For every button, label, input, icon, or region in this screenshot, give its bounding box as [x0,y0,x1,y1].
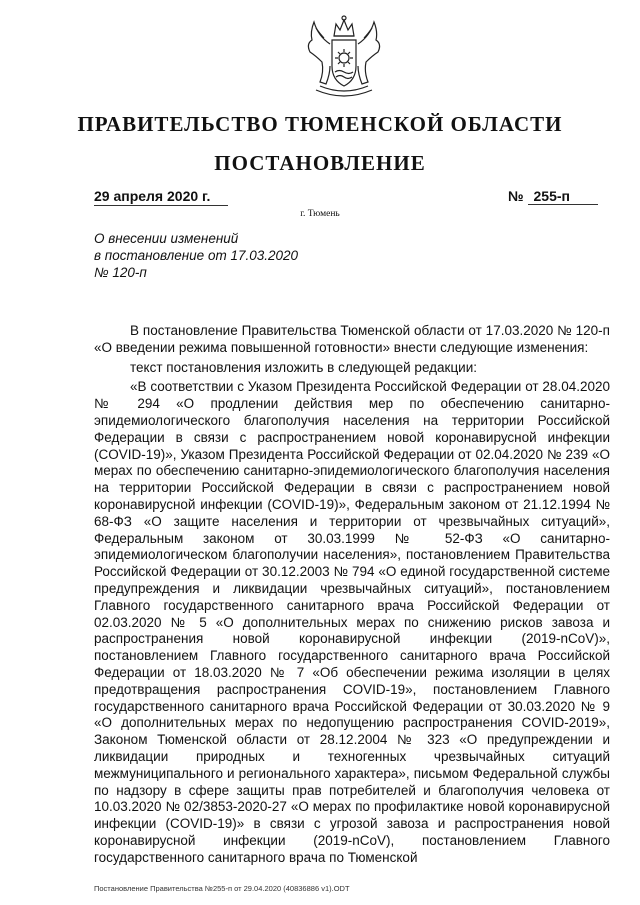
number-value: 255-п [528,188,598,205]
body-paragraph: «В соответствии с Указом Президента Российской Федерации от 28.04.2020 № 294 «О продлении действия мер по обеспечению санитарно-эпидемиологического благополучия населения на территории Российской Федерации в связи с распространением новой коронавирусной инфекции (COVID-19)», Указом Президента Российской Федерации от 02.04.2020 № 239 «О мерах по обеспечению санитарно-эпидемиологического благополучия населения на территории Российской Федерации в связи с распространением новой коронавирусной инфекции (COVID-19)», Федеральным законом от 21.12.1994 № 68-ФЗ «О защите населения и территории от чрезвычайных ситуаций», Федеральным законом от 30.03.1999 № 52-ФЗ «О санитарно-эпидемиологическом благополучии населения», постановлением Правительства Российской Федерации от 30.12.2003 № 794 «О единой государственной системе предупреждения и ликвидации чрезвычайных ситуаций», постановлением Главного государственного санитарного врача Российской Федерации от 02.03.2020 № 5 «О дополнительных мерах по снижению рисков завоза и распространения новой коронавирусной инфекции (2019-nCoV)», постановлением Главного государственного санитарного врача Российской Федерации от 18.03.2020 № 7 «Об обеспечении режима изоляции в целях предотвращения распространения COVID-19», постановлением Главного государственного санитарного врача Российской Федерации от 30.03.2020 № 9 «О дополнительных мерах по недопущению распространения COVID-2019», Законом Тюменской области от 28.12.2004 № 323 «О предупреждении и ликвидации природных и техногенных чрезвычайных ситуаций межмуниципального и регионального характера», письмом Федеральной службы по надзору в сфере защиты прав потребителей и благополучия человека от 10.03.2020 № 02/3853-2020-27 «О мерах по профилактике новой коронавирусной инфекции (COVID-19)» в связи с угрозой завоза и распространения новой коронавирусной инфекции (2019-nCoV), постановлением Главного государственного санитарного врача по Тюменской [94,379,610,865]
subject-line: в постановление от 17.03.2020 [94,248,299,263]
subject-line: № 120-п [94,265,147,280]
document-date: 29 апреля 2020 г. [94,188,228,206]
body-paragraph: В постановление Правительства Тюменской области от 17.03.2020 № 120-п «О введении режима повышенной готовности» внести следующие изменения: [94,323,610,355]
page-footer: Постановление Правительства №255-п от 29.04.2020 (40836886 v1).ODT [94,884,350,893]
organization-title: ПРАВИТЕЛЬСТВО ТЮМЕНСКОЙ ОБЛАСТИ [77,112,563,136]
city-label: г. Тюмень [300,209,340,219]
body-paragraph: текст постановления изложить в следующей редакции: [130,359,478,375]
document-subject [94,230,298,281]
document-number [508,188,598,205]
number-label: № [508,188,524,204]
subject-line: О внесении изменений [94,231,239,246]
coat-of-arms-icon [296,14,392,104]
document-type: ПОСТАНОВЛЕНИЕ [214,151,426,175]
document-body [94,323,610,867]
